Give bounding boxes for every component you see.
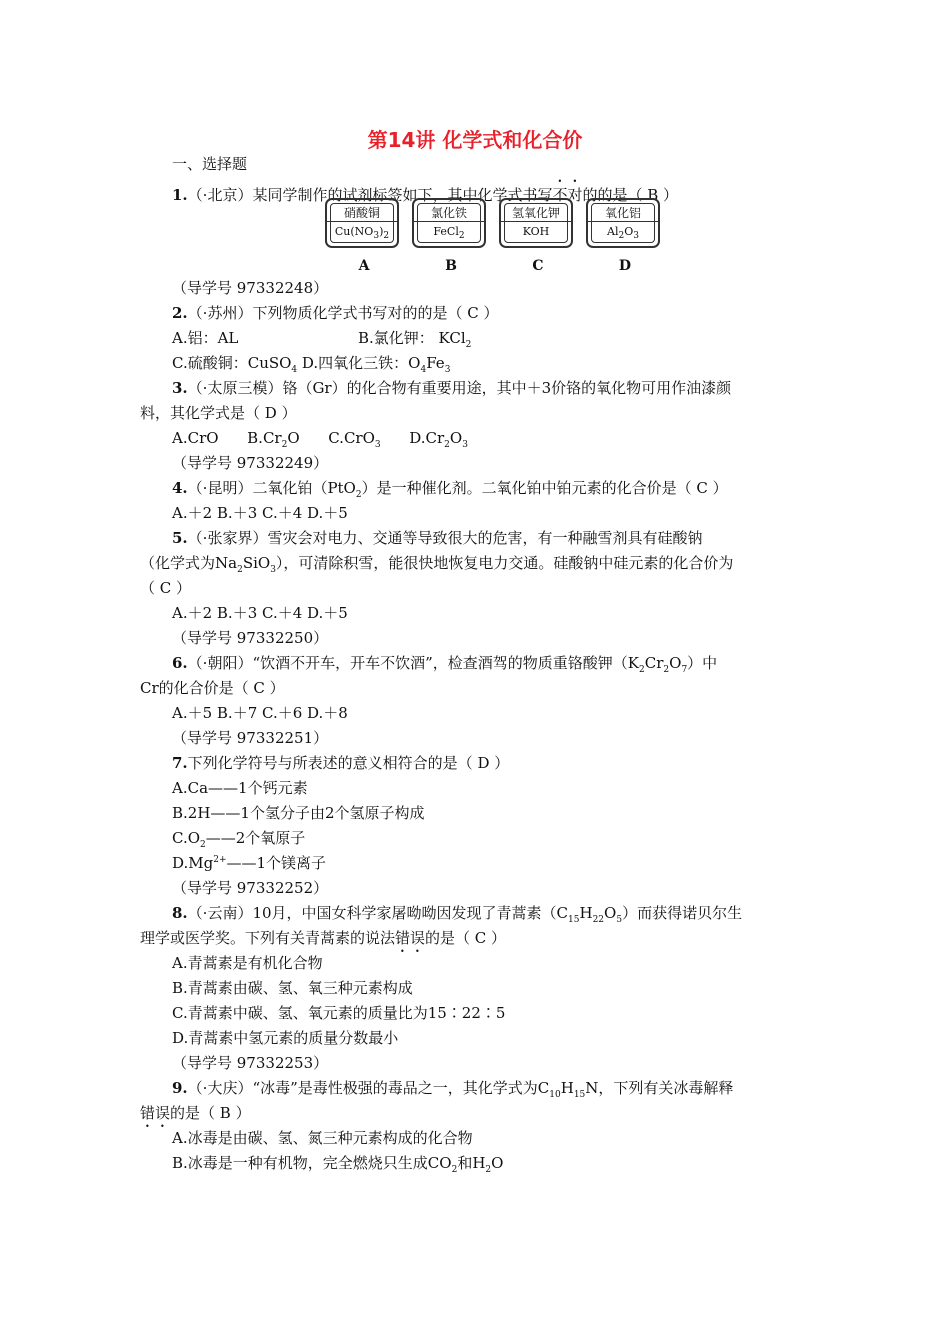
guide-number: （导学号 97332248） <box>172 279 329 297</box>
emphasis-text: 错误 <box>140 1104 171 1122</box>
question-number: 4. <box>172 479 188 497</box>
question-text: （·苏州）下列物质化学式书写对的的是（ C ） <box>187 304 499 322</box>
question-number: 5. <box>172 529 188 547</box>
option-a: A.青蒿素是有机化合物 <box>172 954 323 972</box>
guide-number: （导学号 97332251） <box>172 729 329 747</box>
question-3-cont: 料，其化学式是（ D ） <box>140 404 297 422</box>
question-text-end: 的是（ B ） <box>170 1104 251 1122</box>
question-9-cont <box>140 1103 251 1131</box>
label-name: 氯化铁 <box>430 206 467 220</box>
option-c-d: C.硫酸铜：CuSO$_4$ D.四氧化三铁：$O_4Fe_3$ <box>172 354 451 375</box>
reagent-label <box>325 198 399 248</box>
reagent-label <box>586 198 660 248</box>
question-number: 3. <box>172 379 188 397</box>
label-name: 硝酸铜 <box>343 206 380 220</box>
question-text: 下列化学符号与所表述的意义相符合的是（ D ） <box>187 754 510 772</box>
question-5-cont: （化学式为$Na_2SiO_3$），可清除积雪，能很快地恢复电力交通。硅酸钠中硅元素的化合价为 <box>140 554 734 575</box>
question-9: 9.（·大庆）“冰毒”是毒性极强的毒品之一，其化学式为$C_{10}H_{15}N$，下列有关冰毒解释 <box>172 1079 734 1100</box>
option-b: B.2H——1个氢分子由2个氢原子构成 <box>172 804 425 822</box>
option-letter: C <box>532 258 544 274</box>
question-2 <box>172 303 498 323</box>
guide-number: （导学号 97332252） <box>172 879 329 897</box>
question-5-answer: （ C ） <box>140 579 192 597</box>
option-b: B.青蒿素由碳、氢、氧三种元素构成 <box>172 979 413 997</box>
option-letter: B <box>445 258 457 274</box>
section-heading: 一、选择题 <box>172 155 248 173</box>
label-formula: KOH <box>522 225 550 238</box>
page-title: 第14讲 化学式和化合价 <box>367 128 583 152</box>
option-c: $C.O_2——2$个氧原子 <box>172 829 306 850</box>
guide-number: （导学号 97332253） <box>172 1054 329 1072</box>
option-letter: D <box>618 258 632 274</box>
option-d: D.青蒿素中氢元素的质量分数最小 <box>172 1029 399 1047</box>
question-4: 4.（·昆明）二氧化铂（PtO$_2$）是一种催化剂。二氧化铂中铂元素的化合价是（ C ） <box>172 479 728 500</box>
label-formula: $Cu(NO_3)_2$ <box>334 225 390 242</box>
reagent-label <box>412 198 486 248</box>
guide-number: （导学号 97332250） <box>172 629 329 647</box>
question-6: 6.（·朝阳）“饮酒不开车，开车不饮酒”，检查酒驾的物质重铬酸钾$(K_2Cr_2O_7)$中 <box>172 654 718 675</box>
question-number: 7. <box>172 754 188 772</box>
option-a: A.冰毒是由碳、氢、氮三种元素构成的化合物 <box>172 1129 473 1147</box>
question-8: 8.（·云南）10月，中国女科学家屠呦呦因发现了青蒿素$(C_{15}H_{22}O_5)$而获得诺贝尔生 <box>172 904 743 925</box>
option-c: C.青蒿素中碳、氢、氧元素的质量比为15∶22∶5 <box>172 1004 506 1022</box>
label-formula: FeCl$_2$ <box>433 225 465 242</box>
options: A.＋2 B.＋3 C.＋4 D.＋5 <box>172 504 348 522</box>
question-number: 2. <box>172 304 188 322</box>
emphasis-text: 错误 <box>395 929 426 947</box>
option-b: B.冰毒是一种有机物，完全燃烧只生成$CO_2$和$H_2O$ <box>172 1154 504 1175</box>
question-number: 9. <box>172 1079 188 1097</box>
question-text: 理学或医学奖。下列有关青蒿素的说法 <box>140 929 396 947</box>
question-number: 6. <box>172 654 188 672</box>
options: A.＋5 B.＋7 C.＋6 D.＋8 <box>172 704 348 722</box>
question-text-end: 的的是（ B ） <box>582 186 679 204</box>
label-formula: $Al_2O_3$ <box>607 225 639 242</box>
options: A.CrO $B.Cr_2O$ C.CrO$_3$ $D.Cr_2O_3$ <box>172 429 468 450</box>
guide-number: （导学号 97332249） <box>172 454 329 472</box>
option-b: B.氯化钾： KCl$_2$ <box>358 329 472 350</box>
reagent-labels <box>325 198 661 250</box>
option-letter: A <box>358 258 370 274</box>
option-a: A.铝：AL <box>172 329 239 347</box>
option-d: $D.Mg^{2+}——1$个镁离子 <box>172 854 327 872</box>
reagent-label <box>499 198 573 248</box>
emphasis-text: 不对 <box>552 186 583 204</box>
options: A.＋2 B.＋3 C.＋4 D.＋5 <box>172 604 348 622</box>
question-8-cont <box>140 928 506 956</box>
label-name: 氧化铝 <box>604 206 641 220</box>
question-text: （·张家界）雪灾会对电力、交通等导致很大的危害，有一种融雪剂具有硅酸钠 <box>187 529 703 547</box>
question-6-cont: Cr的化合价是（ C ） <box>140 679 285 697</box>
question-text: （·北京）某同学制作的试剂标签如下，其中化学式书写 <box>187 186 553 204</box>
question-number: 8. <box>172 904 188 922</box>
question-text: （·太原三模）铬（Gr）的化合物有重要用途，其中＋3价铬的氧化物可用作油漆颜 <box>187 379 732 397</box>
question-text-end: 的是（ C ） <box>425 929 507 947</box>
question-3 <box>172 378 731 398</box>
question-5 <box>172 528 702 548</box>
label-name: 氢氧化钾 <box>511 206 560 220</box>
question-number: 1. <box>172 186 188 204</box>
question-7 <box>172 753 509 773</box>
option-a: A.Ca——1个钙元素 <box>172 779 308 797</box>
